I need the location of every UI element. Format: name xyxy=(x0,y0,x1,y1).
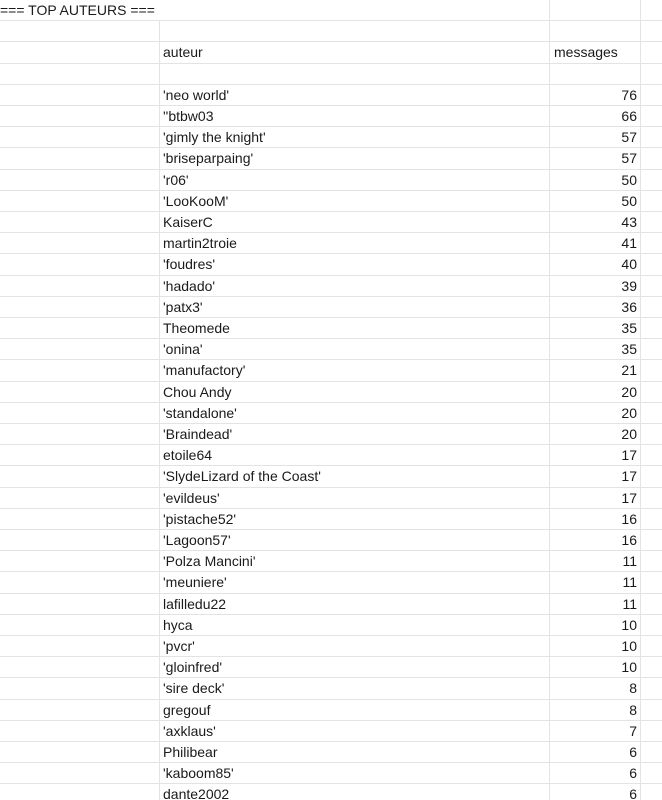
author-cell[interactable] xyxy=(160,148,550,168)
author-name: 'pistache52' xyxy=(163,510,237,527)
author-cell[interactable] xyxy=(160,233,550,253)
messages-column-header: messages xyxy=(554,44,618,61)
message-count: 57 xyxy=(621,129,637,146)
author-name: 'SlydeLizard of the Coast' xyxy=(163,468,321,485)
message-count: 43 xyxy=(621,214,637,230)
table-row xyxy=(0,170,662,191)
empty-cell[interactable] xyxy=(160,0,550,20)
messages-cell[interactable] xyxy=(550,148,641,168)
message-count: 16 xyxy=(621,510,637,527)
author-name: etoile64 xyxy=(163,447,213,464)
author-cell[interactable] xyxy=(160,360,550,380)
author-name: 'briseparpaing' xyxy=(163,150,254,167)
empty-cell[interactable] xyxy=(160,21,550,41)
author-cell[interactable] xyxy=(160,636,550,656)
message-count: 17 xyxy=(621,489,637,506)
empty-cell[interactable] xyxy=(641,403,662,423)
sheet-row-header xyxy=(0,42,662,63)
author-name: 'hadado' xyxy=(163,277,216,294)
author-name: 'meuniere' xyxy=(163,574,227,591)
empty-cell[interactable] xyxy=(0,636,160,656)
author-cell[interactable] xyxy=(160,382,550,402)
empty-cell[interactable] xyxy=(550,64,641,84)
messages-cell[interactable] xyxy=(550,424,641,444)
messages-cell[interactable] xyxy=(550,530,641,550)
author-cell[interactable] xyxy=(160,594,550,614)
message-count: 6 xyxy=(629,744,637,760)
message-count: 35 xyxy=(621,320,637,336)
author-name: 'gloinfred' xyxy=(163,659,223,676)
table-row xyxy=(0,339,662,360)
author-name: 'manufactory' xyxy=(163,362,246,379)
empty-cell[interactable] xyxy=(0,42,160,62)
author-name: Philibear xyxy=(163,744,218,760)
author-name: dante2002 xyxy=(163,786,230,800)
table-row xyxy=(0,254,662,275)
empty-cell[interactable] xyxy=(641,530,662,550)
table-row xyxy=(0,191,662,212)
sheet-row-blank xyxy=(0,64,662,85)
table-row xyxy=(0,742,662,763)
empty-cell[interactable] xyxy=(641,0,662,20)
message-count: 11 xyxy=(622,595,637,612)
messages-cell[interactable] xyxy=(550,297,641,317)
messages-cell[interactable] xyxy=(550,700,641,720)
empty-cell[interactable] xyxy=(641,212,662,232)
message-count: 16 xyxy=(621,532,637,548)
empty-cell[interactable] xyxy=(641,382,662,402)
messages-cell[interactable] xyxy=(550,170,641,190)
messages-cell[interactable] xyxy=(550,191,641,211)
empty-cell[interactable] xyxy=(0,276,160,296)
author-cell[interactable] xyxy=(160,488,550,508)
messages-cell[interactable] xyxy=(550,254,641,274)
messages-cell[interactable] xyxy=(550,276,641,296)
author-name: 'Braindead' xyxy=(163,426,233,442)
table-row xyxy=(0,530,662,551)
author-name: lafilledu22 xyxy=(163,595,227,612)
messages-cell[interactable] xyxy=(550,572,641,592)
empty-cell[interactable] xyxy=(641,21,662,41)
empty-cell[interactable] xyxy=(641,64,662,84)
message-count: 10 xyxy=(621,659,637,676)
author-name: 'sire deck' xyxy=(163,680,225,697)
author-cell[interactable] xyxy=(160,403,550,423)
message-count: 20 xyxy=(621,426,637,442)
empty-cell[interactable] xyxy=(0,678,160,698)
empty-cell[interactable] xyxy=(0,488,160,508)
author-name: hyca xyxy=(163,616,193,633)
empty-cell[interactable] xyxy=(0,424,160,444)
author-cell[interactable] xyxy=(160,657,550,677)
empty-cell[interactable] xyxy=(641,615,662,635)
empty-cell[interactable] xyxy=(160,64,550,84)
table-row xyxy=(0,572,662,593)
author-cell[interactable] xyxy=(160,721,550,741)
author-cell[interactable] xyxy=(160,85,550,105)
author-cell[interactable] xyxy=(160,700,550,720)
empty-cell[interactable] xyxy=(0,339,160,359)
table-row xyxy=(0,763,662,784)
table-row xyxy=(0,594,662,615)
table-row xyxy=(0,276,662,297)
author-cell[interactable] xyxy=(160,742,550,762)
author-cell[interactable] xyxy=(160,615,550,635)
empty-cell[interactable] xyxy=(0,127,160,147)
empty-cell[interactable] xyxy=(641,233,662,253)
empty-cell[interactable] xyxy=(641,466,662,486)
empty-cell[interactable] xyxy=(641,318,662,338)
author-name: 'neo world' xyxy=(163,86,230,103)
message-count: 41 xyxy=(621,235,637,252)
empty-cell[interactable] xyxy=(0,85,160,105)
messages-cell[interactable] xyxy=(550,233,641,253)
table-row xyxy=(0,615,662,636)
author-cell[interactable] xyxy=(160,318,550,338)
empty-cell[interactable] xyxy=(641,297,662,317)
author-cell[interactable] xyxy=(160,445,550,465)
table-row xyxy=(0,318,662,339)
author-column-header: auteur xyxy=(163,44,203,61)
message-count: 6 xyxy=(629,765,637,782)
message-count: 50 xyxy=(621,192,637,209)
message-count: 21 xyxy=(621,362,637,379)
messages-cell[interactable] xyxy=(550,85,641,105)
empty-cell[interactable] xyxy=(0,721,160,741)
message-count: 76 xyxy=(621,86,637,103)
author-name: 'onina' xyxy=(163,341,203,358)
empty-cell[interactable] xyxy=(641,678,662,698)
empty-cell[interactable] xyxy=(641,254,662,274)
author-name: 'LooKooM' xyxy=(163,192,229,209)
empty-cell[interactable] xyxy=(0,657,160,677)
messages-cell[interactable] xyxy=(550,784,641,800)
messages-cell[interactable] xyxy=(550,318,641,338)
empty-cell[interactable] xyxy=(641,636,662,656)
empty-cell[interactable] xyxy=(0,530,160,550)
empty-cell[interactable] xyxy=(0,784,160,800)
author-cell[interactable] xyxy=(160,191,550,211)
message-count: 66 xyxy=(621,108,637,124)
empty-cell[interactable] xyxy=(0,297,160,317)
message-count: 8 xyxy=(629,701,637,718)
table-row xyxy=(0,382,662,403)
message-count: 11 xyxy=(622,574,637,591)
messages-cell[interactable] xyxy=(550,509,641,529)
table-row xyxy=(0,551,662,572)
messages-cell[interactable] xyxy=(550,445,641,465)
author-cell[interactable] xyxy=(160,572,550,592)
author-name: martin2troie xyxy=(163,235,237,252)
message-count: 20 xyxy=(621,404,637,421)
author-cell[interactable] xyxy=(160,106,550,126)
message-count: 39 xyxy=(621,277,637,294)
messages-cell[interactable] xyxy=(550,742,641,762)
author-name: gregouf xyxy=(163,701,211,718)
author-cell[interactable] xyxy=(160,466,550,486)
author-name: 'patx3' xyxy=(163,298,203,315)
table-row xyxy=(0,297,662,318)
message-count: 6 xyxy=(629,786,637,800)
empty-cell[interactable] xyxy=(0,148,160,168)
messages-header-cell[interactable] xyxy=(550,42,641,62)
author-name: 'Lagoon57' xyxy=(163,532,231,548)
empty-cell[interactable] xyxy=(0,212,160,232)
messages-cell[interactable] xyxy=(550,360,641,380)
sheet-title: === TOP AUTEURS === xyxy=(0,2,155,18)
empty-cell[interactable] xyxy=(641,191,662,211)
author-name: ''btbw03 xyxy=(163,108,214,124)
empty-cell[interactable] xyxy=(550,0,641,20)
author-cell[interactable] xyxy=(160,530,550,550)
table-row xyxy=(0,85,662,106)
empty-cell[interactable] xyxy=(641,170,662,190)
empty-cell[interactable] xyxy=(641,42,662,62)
empty-cell[interactable] xyxy=(0,254,160,274)
author-name: 'Polza Mancini' xyxy=(163,553,256,570)
author-name: 'foudres' xyxy=(163,256,216,273)
author-cell[interactable] xyxy=(160,276,550,296)
message-count: 35 xyxy=(621,341,637,358)
author-cell[interactable] xyxy=(160,212,550,232)
author-name: KaiserC xyxy=(163,214,213,230)
table-row xyxy=(0,403,662,424)
sheet-row-title xyxy=(0,0,662,21)
author-cell[interactable] xyxy=(160,339,550,359)
empty-cell[interactable] xyxy=(641,339,662,359)
messages-cell[interactable] xyxy=(550,339,641,359)
empty-cell[interactable] xyxy=(0,191,160,211)
empty-cell[interactable] xyxy=(641,763,662,783)
author-name: Chou Andy xyxy=(163,383,232,400)
author-name: 'pvcr' xyxy=(163,638,195,654)
author-name: Theomede xyxy=(163,320,230,336)
empty-cell[interactable] xyxy=(641,276,662,296)
messages-cell[interactable] xyxy=(550,636,641,656)
message-count: 57 xyxy=(621,150,637,167)
author-cell[interactable] xyxy=(160,254,550,274)
messages-cell[interactable] xyxy=(550,466,641,486)
messages-cell[interactable] xyxy=(550,657,641,677)
message-count: 10 xyxy=(621,616,637,633)
empty-cell[interactable] xyxy=(0,509,160,529)
empty-cell[interactable] xyxy=(641,488,662,508)
messages-cell[interactable] xyxy=(550,615,641,635)
table-row xyxy=(0,657,662,678)
empty-cell[interactable] xyxy=(641,85,662,105)
empty-cell[interactable] xyxy=(0,615,160,635)
author-cell[interactable] xyxy=(160,551,550,571)
author-header-cell[interactable] xyxy=(160,42,550,62)
author-name: 'kaboom85' xyxy=(163,765,234,782)
empty-cell[interactable] xyxy=(641,106,662,126)
empty-cell[interactable] xyxy=(641,594,662,614)
empty-cell[interactable] xyxy=(641,424,662,444)
messages-cell[interactable] xyxy=(550,763,641,783)
empty-cell[interactable] xyxy=(0,551,160,571)
message-count: 11 xyxy=(622,553,637,570)
author-cell[interactable] xyxy=(160,784,550,800)
table-row xyxy=(0,721,662,742)
author-cell[interactable] xyxy=(160,509,550,529)
message-count: 10 xyxy=(621,638,637,654)
messages-cell[interactable] xyxy=(550,678,641,698)
empty-cell[interactable] xyxy=(0,742,160,762)
messages-cell[interactable] xyxy=(550,594,641,614)
table-row xyxy=(0,784,662,800)
message-count: 50 xyxy=(621,171,637,188)
table-row xyxy=(0,212,662,233)
empty-cell[interactable] xyxy=(0,403,160,423)
title-cell[interactable] xyxy=(0,0,160,20)
empty-cell[interactable] xyxy=(0,106,160,126)
sheet-row-blank xyxy=(0,21,662,42)
author-name: 'axklaus' xyxy=(163,722,216,739)
empty-cell[interactable] xyxy=(641,148,662,168)
empty-cell[interactable] xyxy=(0,360,160,380)
message-count: 36 xyxy=(621,298,637,315)
empty-cell[interactable] xyxy=(641,360,662,380)
message-count: 7 xyxy=(629,722,637,739)
message-count: 40 xyxy=(621,256,637,273)
empty-cell[interactable] xyxy=(641,657,662,677)
empty-cell[interactable] xyxy=(641,721,662,741)
empty-cell[interactable] xyxy=(641,127,662,147)
table-row xyxy=(0,360,662,381)
messages-cell[interactable] xyxy=(550,403,641,423)
empty-cell[interactable] xyxy=(0,763,160,783)
empty-cell[interactable] xyxy=(0,382,160,402)
empty-cell[interactable] xyxy=(0,700,160,720)
table-row xyxy=(0,678,662,699)
empty-cell[interactable] xyxy=(0,594,160,614)
empty-cell[interactable] xyxy=(641,742,662,762)
empty-cell[interactable] xyxy=(641,700,662,720)
table-row xyxy=(0,466,662,487)
empty-cell[interactable] xyxy=(641,509,662,529)
empty-cell[interactable] xyxy=(0,445,160,465)
messages-cell[interactable] xyxy=(550,551,641,571)
empty-cell[interactable] xyxy=(0,170,160,190)
author-name: 'gimly the knight' xyxy=(163,129,266,146)
empty-cell[interactable] xyxy=(0,21,160,41)
empty-cell[interactable] xyxy=(641,784,662,800)
table-row xyxy=(0,148,662,169)
author-cell[interactable] xyxy=(160,297,550,317)
author-name: 'standalone' xyxy=(163,404,237,421)
table-row xyxy=(0,233,662,254)
table-row xyxy=(0,127,662,148)
empty-cell[interactable] xyxy=(641,572,662,592)
empty-cell[interactable] xyxy=(550,21,641,41)
empty-cell[interactable] xyxy=(0,466,160,486)
author-cell[interactable] xyxy=(160,424,550,444)
empty-cell[interactable] xyxy=(0,64,160,84)
table-row xyxy=(0,636,662,657)
empty-cell[interactable] xyxy=(641,445,662,465)
author-name: 'r06' xyxy=(163,171,189,188)
message-count: 17 xyxy=(621,447,637,464)
table-row xyxy=(0,509,662,530)
messages-cell[interactable] xyxy=(550,212,641,232)
message-count: 17 xyxy=(621,468,637,485)
empty-cell[interactable] xyxy=(0,572,160,592)
messages-cell[interactable] xyxy=(550,106,641,126)
messages-cell[interactable] xyxy=(550,488,641,508)
table-row xyxy=(0,700,662,721)
author-name: 'evildeus' xyxy=(163,489,220,506)
messages-cell[interactable] xyxy=(550,127,641,147)
empty-cell[interactable] xyxy=(641,551,662,571)
empty-cell[interactable] xyxy=(0,233,160,253)
table-row xyxy=(0,445,662,466)
empty-cell[interactable] xyxy=(0,318,160,338)
message-count: 20 xyxy=(621,383,637,400)
message-count: 8 xyxy=(629,680,637,697)
messages-cell[interactable] xyxy=(550,382,641,402)
author-cell[interactable] xyxy=(160,678,550,698)
table-row xyxy=(0,488,662,509)
table-row xyxy=(0,424,662,445)
table-row xyxy=(0,106,662,127)
author-cell[interactable] xyxy=(160,763,550,783)
author-cell[interactable] xyxy=(160,127,550,147)
author-cell[interactable] xyxy=(160,170,550,190)
messages-cell[interactable] xyxy=(550,721,641,741)
